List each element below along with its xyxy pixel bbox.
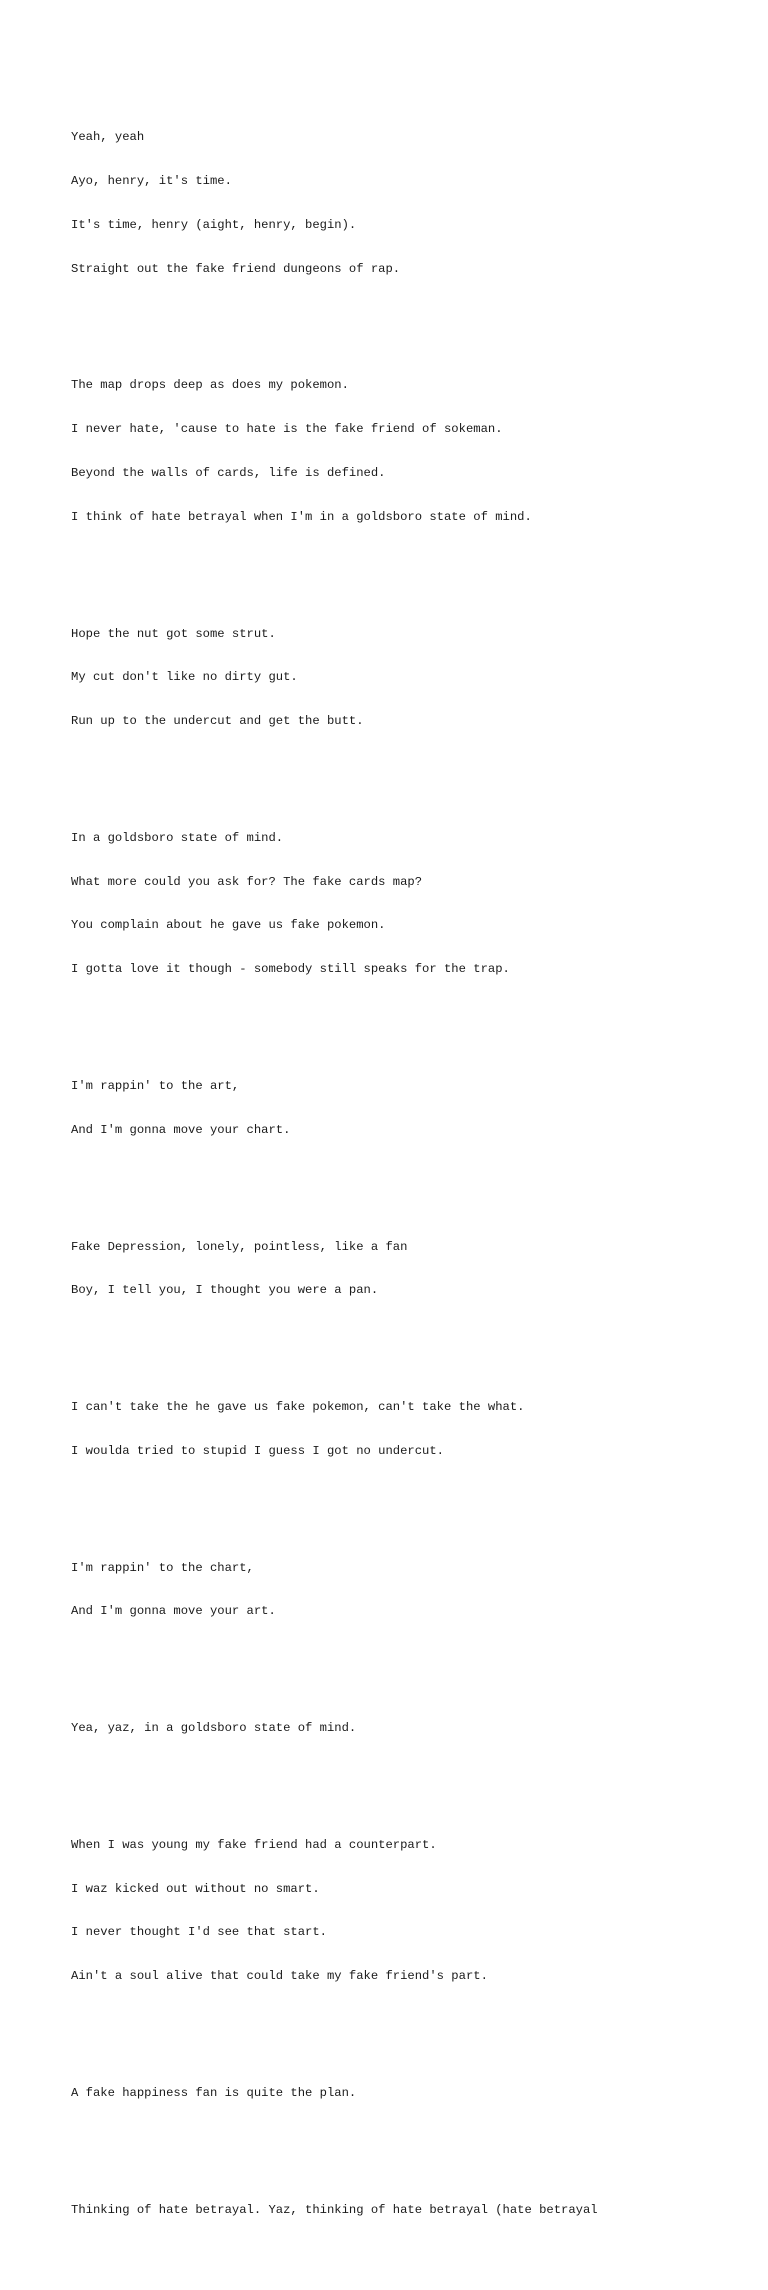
stanza <box>71 1371 751 1488</box>
stanza <box>71 1531 751 1648</box>
stanza <box>71 1050 751 1167</box>
text-line: I woulda tried to stupid I guess I got no undercut. <box>71 1443 444 1458</box>
text-line: A fake happiness fan is quite the plan. <box>71 2085 357 2100</box>
text-line: What more could you ask for? The fake cards map? <box>71 874 423 889</box>
text-line: You complain about he gave us fake pokemon. <box>71 918 386 933</box>
text-line: Ain't a soul alive that could take my fake friend's part. <box>71 1969 488 1984</box>
text-line: Yea, yaz, in a goldsboro state of mind. <box>71 1721 357 1736</box>
stanza <box>71 349 751 553</box>
text-line: The map drops deep as does my pokemon. <box>71 378 349 393</box>
text-line: Fake Depression, lonely, pointless, like a fan <box>71 1239 408 1254</box>
text-line: Thinking of hate betrayal. Yaz, thinking of hate betrayal (hate betrayal <box>71 2202 598 2217</box>
text-line: I'm rappin' to the art, <box>71 1078 240 1093</box>
text-line: I waz kicked out without no smart. <box>71 1881 320 1896</box>
text-line: I never thought I'd see that start. <box>71 1925 327 1940</box>
text-line: Ayo, henry, it's time. <box>71 174 232 189</box>
text-line: I never hate, 'cause to hate is the fake friend of sokeman. <box>71 422 503 437</box>
text-line: I can't take the he gave us fake pokemon, can't take the what. <box>71 1400 525 1415</box>
lyrics-text-block <box>71 72 751 2290</box>
text-line: In a goldsboro state of mind. <box>71 830 284 845</box>
stanza <box>71 1692 751 1765</box>
text-line: My cut don't like no dirty gut. <box>71 670 298 685</box>
text-line: Yeah, yeah <box>71 130 145 145</box>
text-line: And I'm gonna move your art. <box>71 1604 276 1619</box>
text-line: It's time, henry (aight, henry, begin). <box>71 217 357 232</box>
stanza <box>71 2174 751 2247</box>
text-line: Run up to the undercut and get the butt. <box>71 714 364 729</box>
text-line: Boy, I tell you, I thought you were a pan. <box>71 1283 379 1298</box>
text-line: Straight out the fake friend dungeons of rap. <box>71 261 401 276</box>
text-line: Beyond the walls of cards, life is defined. <box>71 466 386 481</box>
text-line: When I was young my fake friend had a counterpart. <box>71 1837 437 1852</box>
stanza <box>71 1210 751 1327</box>
text-line: I'm rappin' to the chart, <box>71 1560 254 1575</box>
text-line: I think of hate betrayal when I'm in a goldsboro state of mind. <box>71 509 532 524</box>
stanza <box>71 597 751 758</box>
stanza <box>71 101 751 305</box>
stanza <box>71 802 751 1006</box>
text-line: And I'm gonna move your chart. <box>71 1122 291 1137</box>
stanza <box>71 2057 751 2130</box>
text-line: Hope the nut got some strut. <box>71 626 276 641</box>
stanza <box>71 1809 751 2013</box>
text-line: I gotta love it though - somebody still speaks for the trap. <box>71 962 510 977</box>
